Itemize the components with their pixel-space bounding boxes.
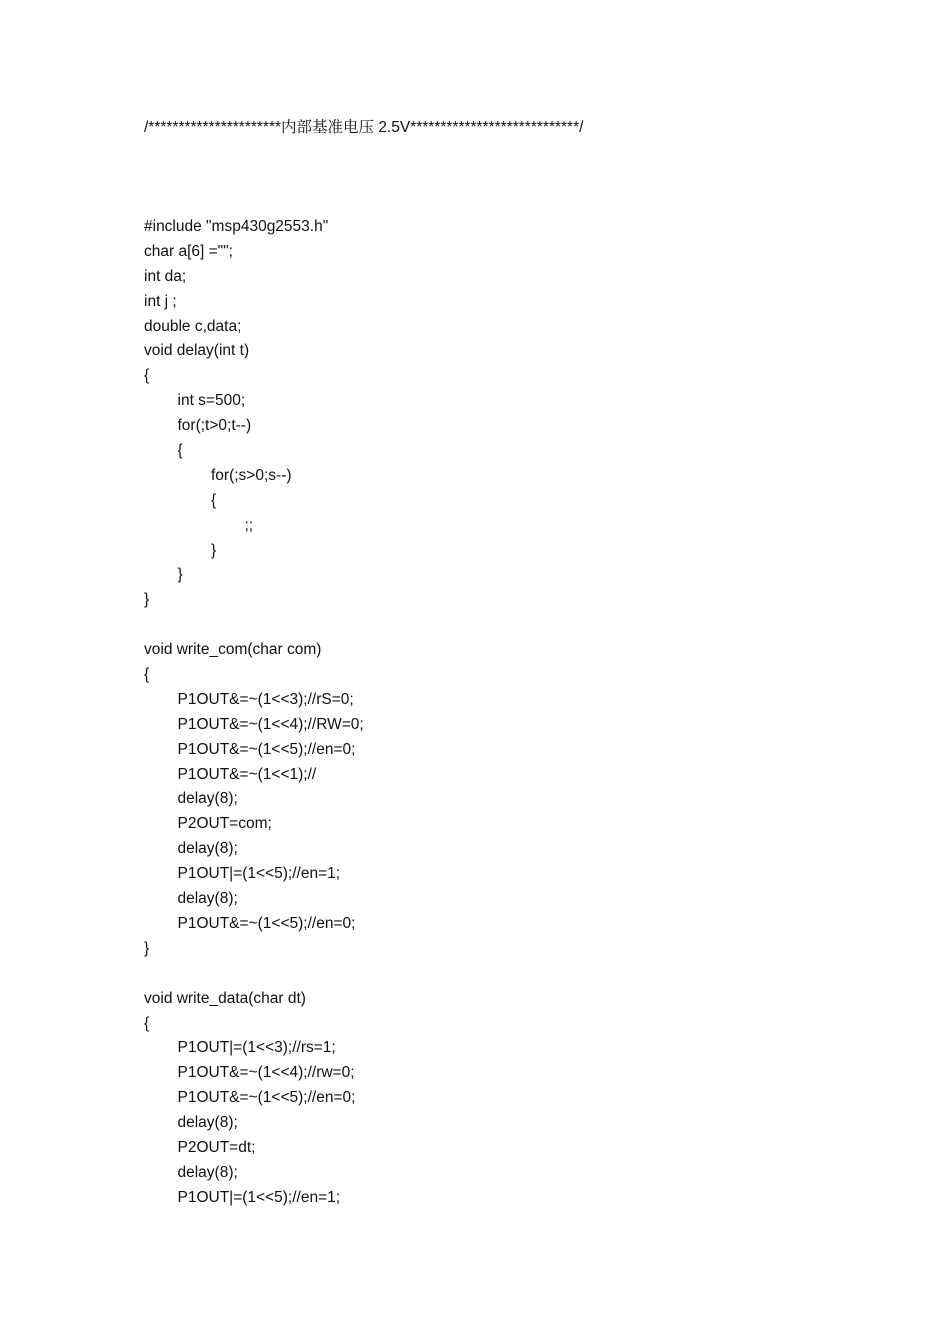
- code-line: delay(8);: [177, 1163, 238, 1181]
- code-line: }: [211, 541, 217, 559]
- code-line: char a[6] ="";: [144, 242, 233, 260]
- code-line: P1OUT|=(1<<5);//en=1;: [177, 865, 341, 883]
- code-line: P2OUT=com;: [177, 815, 272, 833]
- header-comment-line: /**********************内部基准电压 2.5V****************************/: [144, 119, 584, 136]
- code-line: }: [177, 566, 183, 584]
- code-line: {: [144, 367, 150, 385]
- code-block: [144, 215, 904, 1211]
- code-line: double c,data;: [144, 317, 242, 335]
- code-line: P1OUT&=~(1<<5);//en=0;: [177, 1089, 356, 1107]
- code-line: P1OUT&=~(1<<5);//en=0;: [177, 740, 356, 758]
- code-line: void write_data(char dt): [144, 989, 306, 1007]
- code-line: P1OUT&=~(1<<4);//rw=0;: [177, 1064, 355, 1082]
- code-line: {: [144, 666, 150, 684]
- code-line: delay(8);: [177, 890, 238, 908]
- code-line: int j ;: [144, 292, 177, 310]
- code-line: P1OUT|=(1<<5);//en=1;: [177, 1188, 341, 1206]
- code-line: {: [177, 442, 183, 460]
- code-line: P1OUT|=(1<<3);//rs=1;: [177, 1039, 336, 1057]
- code-line: [144, 962, 904, 987]
- code-line: P1OUT&=~(1<<4);//RW=0;: [177, 715, 364, 733]
- code-line: }: [144, 939, 150, 957]
- code-line: int s=500;: [177, 392, 246, 410]
- code-line: void write_com(char com): [144, 641, 322, 659]
- code-line: {: [211, 491, 217, 509]
- code-line: delay(8);: [177, 840, 238, 858]
- code-line: {: [144, 1014, 150, 1032]
- code-line: int da;: [144, 267, 187, 285]
- code-line: [144, 613, 904, 638]
- code-line: P2OUT=dt;: [177, 1138, 256, 1156]
- code-line: #include "msp430g2553.h": [144, 218, 329, 235]
- code-line: }: [144, 591, 150, 609]
- code-line: void delay(int t): [144, 342, 250, 360]
- code-line: ;;: [244, 516, 254, 534]
- code-line: P1OUT&=~(1<<5);//en=0;: [177, 914, 356, 932]
- code-line: for(;t>0;t--): [177, 417, 252, 435]
- code-line: delay(8);: [177, 1114, 238, 1132]
- code-line: P1OUT&=~(1<<3);//rS=0;: [177, 690, 354, 708]
- code-line: for(;s>0;s--): [211, 466, 292, 484]
- code-line: P1OUT&=~(1<<1);//: [177, 765, 317, 783]
- code-line: delay(8);: [177, 790, 238, 808]
